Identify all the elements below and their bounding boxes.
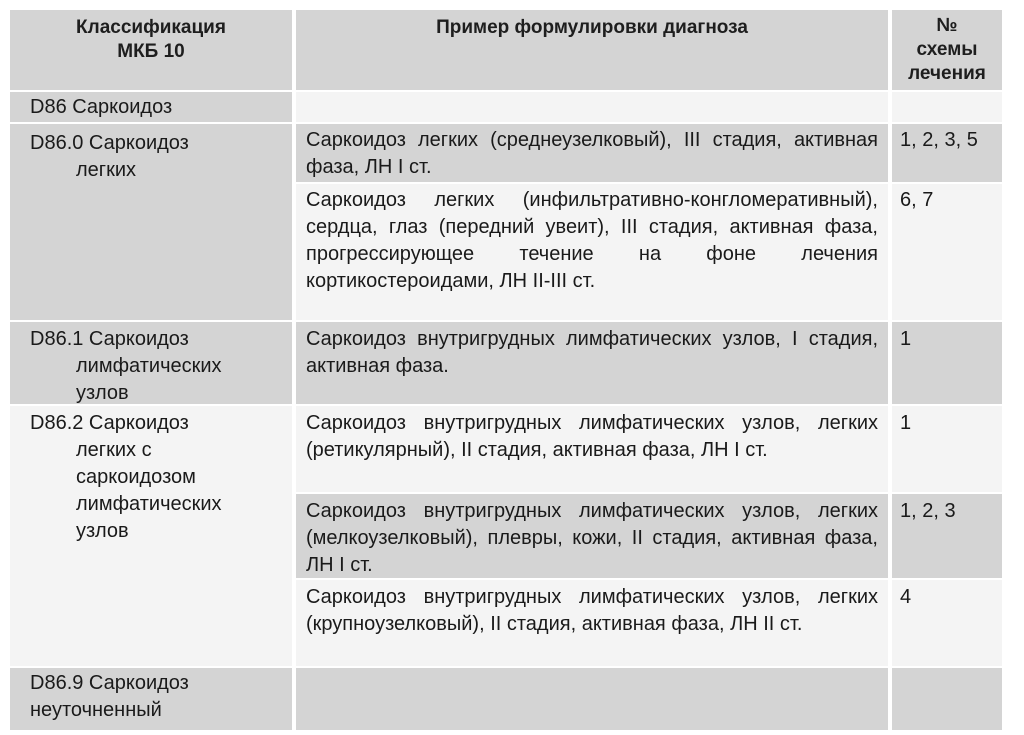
row-d86-9-example <box>296 668 888 730</box>
d86-2-code-rest-3: лимфатических <box>76 493 222 515</box>
d86-0-scheme-2: 6, 7 <box>900 189 934 211</box>
row-d86-0-scheme-1 <box>892 124 1002 182</box>
d86-0-example-1-text: Саркоидоз легких (среднеузелковый), III стадия, активная фаза, ЛН I ст. <box>306 129 878 178</box>
header-scheme <box>892 10 1002 90</box>
header-scheme-line1: № <box>936 15 958 36</box>
row-d86-0-code <box>10 124 292 320</box>
row-d86-2-example-2 <box>296 494 888 578</box>
row-d86-2-example-3 <box>296 580 888 666</box>
row-d86-9-scheme <box>892 668 1002 730</box>
d86-2-scheme-3: 4 <box>900 586 912 608</box>
row-d86-1-code <box>10 322 292 404</box>
row-d86-scheme <box>892 92 1002 122</box>
d86-0-code: D86.0 Саркоидоз <box>30 132 189 154</box>
d86-9-code-rest: неуточненный <box>30 699 162 721</box>
row-d86-9-code <box>10 668 292 730</box>
d86-1-code-rest-2: узлов <box>76 382 129 404</box>
header-scheme-line3: лечения <box>908 63 986 84</box>
header-classification-line1: Классификация <box>76 17 226 38</box>
d86-2-example-2-text: Саркоидоз внутригрудных лимфатических узлов, легких (мелкоузелковый), плевры, кожи, II стадия, активная фаза, ЛН I ст. <box>306 500 878 576</box>
d86-0-scheme-1: 1, 2, 3, 5 <box>900 129 978 151</box>
d86-0-example-2-text: Саркоидоз легких (инфильтративно-конгломеративный), сердца, глаз (передний увеит), III стадия, активная фаза, прогрессирующее течение на фоне лечения кортикостероидами, ЛН II-III ст. <box>306 189 878 292</box>
row-d86-0-scheme-2 <box>892 184 1002 320</box>
d86-2-scheme-2: 1, 2, 3 <box>900 500 956 522</box>
d86-1-example-1-text: Саркоидоз внутригрудных лимфатических узлов, I стадия, активная фаза. <box>306 328 878 377</box>
row-d86-2-scheme-2 <box>892 494 1002 578</box>
header-example-label: Пример формулировки диагноза <box>436 17 748 38</box>
d86-2-scheme-1: 1 <box>900 412 912 434</box>
header-classification-line2: МКБ 10 <box>117 41 185 62</box>
d86-2-code-rest-1: легких с <box>76 439 152 461</box>
d86-2-code-rest-2: саркоидозом <box>76 466 196 488</box>
row-d86-example <box>296 92 888 122</box>
header-example <box>296 10 888 90</box>
d86-1-scheme-1: 1 <box>900 328 912 350</box>
d86-code: D86 Саркоидоз <box>30 96 173 118</box>
d86-1-code-rest-1: лимфатических <box>76 355 222 377</box>
row-d86-1-example-1 <box>296 322 888 404</box>
d86-9-code: D86.9 Саркоидоз <box>30 672 189 694</box>
d86-2-example-3-text: Саркоидоз внутригрудных лимфатических узлов, легких (крупноузелковый), II стадия, активная фаза, ЛН II ст. <box>306 586 878 635</box>
row-d86-0-example-2 <box>296 184 888 320</box>
header-classification <box>10 10 292 90</box>
d86-2-code-rest-4: узлов <box>76 520 129 542</box>
row-d86-2-code <box>10 406 292 666</box>
header-scheme-line2: схемы <box>916 39 978 60</box>
d86-0-code-rest: легких <box>76 159 137 181</box>
d86-1-code: D86.1 Саркоидоз <box>30 328 189 350</box>
row-d86-1-scheme-1 <box>892 322 1002 404</box>
row-d86-2-scheme-1 <box>892 406 1002 492</box>
d86-2-example-1-text: Саркоидоз внутригрудных лимфатических узлов, легких (ретикулярный), II стадия, активная фаза, ЛН I ст. <box>306 412 878 461</box>
row-d86-2-example-1 <box>296 406 888 492</box>
row-d86-2-scheme-3 <box>892 580 1002 666</box>
row-d86-0-example-1 <box>296 124 888 182</box>
row-d86-code <box>10 92 292 122</box>
d86-2-code: D86.2 Саркоидоз <box>30 412 189 434</box>
